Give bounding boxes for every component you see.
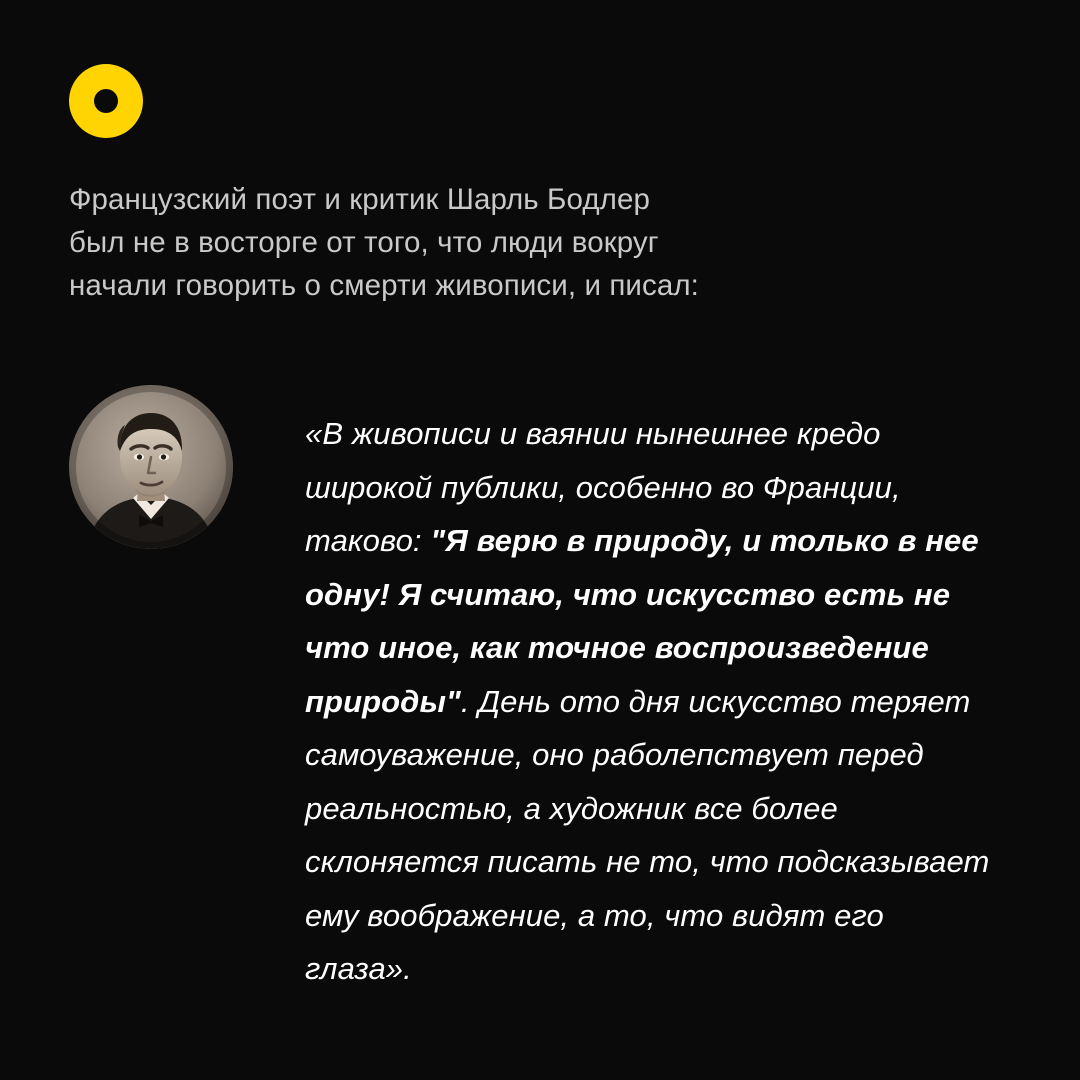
circle-donut-icon <box>69 64 143 138</box>
intro-paragraph <box>69 178 969 307</box>
intro-line-2: был не в восторге от того, что люди вокруг <box>69 226 659 259</box>
portrait-photo-baudelaire-icon <box>69 385 233 549</box>
intro-line-1: Французский поэт и критик Шарль Бодлер <box>69 183 651 216</box>
logo-inner-hole <box>94 89 118 113</box>
quote-block <box>69 385 1009 996</box>
quote-part-1: «В живописи и ваянии нынешнее кредо широкой публики, особенно во Франции, таково: <box>305 416 901 558</box>
intro-line-3: начали говорить о смерти живописи, и писал: <box>69 269 699 302</box>
quote-bold-part: "Я верю в природу, и только в нее одну! Я считаю, что искусство есть не что иное, как точное воспроизведение природы" <box>305 523 979 719</box>
quote-part-2: . День ото дня искусство теряет самоуважение, оно раболепствует перед реальностью, а художник все более склоняется писать не то, что подсказывает ему воображение, а то, что видят его глаза». <box>305 683 990 986</box>
quote-text <box>305 407 995 996</box>
